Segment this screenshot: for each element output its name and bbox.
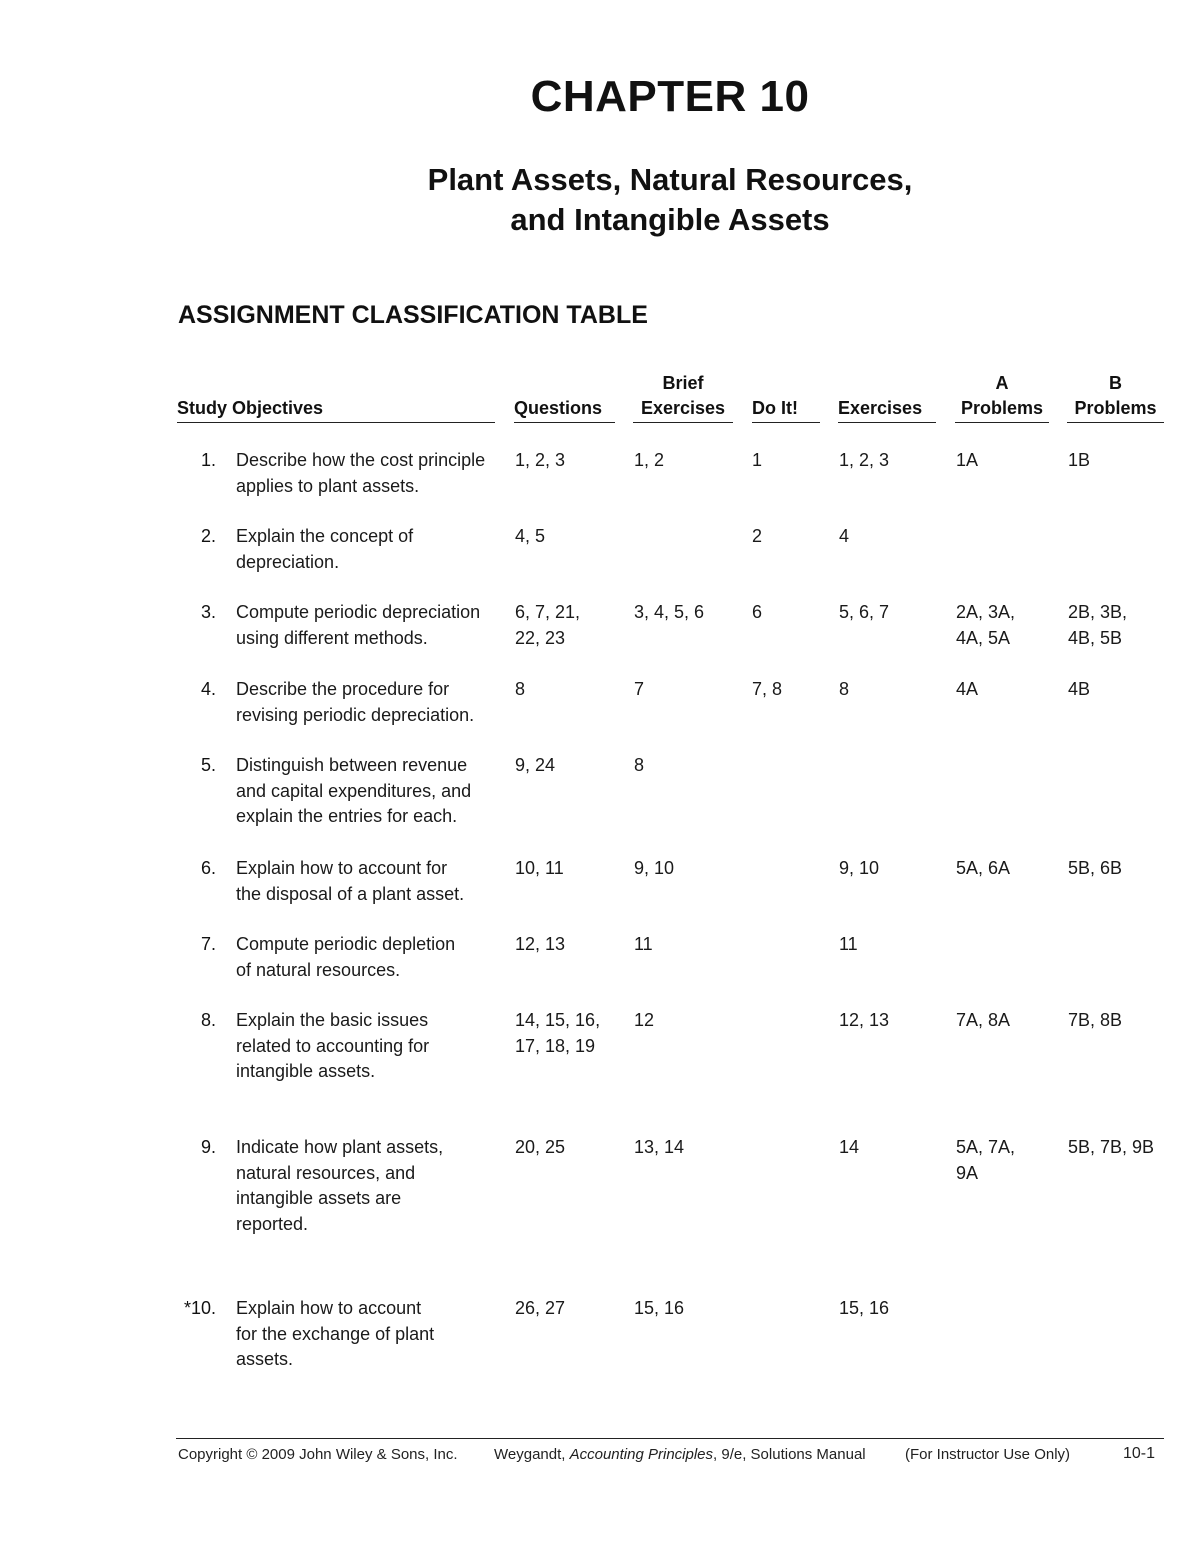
cell-objective: related to accounting for: [236, 1035, 430, 1056]
cell-objective: Describe the procedure for: [236, 679, 450, 699]
cell-a-problems: 7A, 8A: [956, 1010, 1011, 1030]
cell-brief-exercises: 3, 4, 5, 6: [634, 602, 705, 622]
objective-number: 1.: [200, 450, 216, 470]
cell-objective: Explain the basic issues: [236, 1010, 429, 1030]
cell-do-it: 7, 8: [752, 679, 783, 699]
cell-questions: 20, 25: [515, 1137, 566, 1157]
cell-exercises: 12, 13: [839, 1010, 890, 1030]
subtitle-line-1: Plant Assets, Natural Resources,: [427, 162, 913, 197]
cell-a-problems: 5A, 7A,: [956, 1137, 1016, 1157]
footer-page-number: 10-1: [1123, 1445, 1156, 1462]
cell-do-it: 2: [752, 526, 763, 546]
header-b-problems: [1067, 371, 1164, 423]
header-a-bottom: Problems: [960, 398, 1044, 418]
footer-instructor-note: (For Instructor Use Only): [905, 1446, 1071, 1463]
cell-questions: 4, 5: [515, 526, 546, 546]
cell-brief-exercises: 11: [634, 934, 653, 954]
header-study-objectives: Study Objectives: [177, 396, 495, 423]
chapter-subtitle: [0, 160, 1200, 240]
cell-brief-exercises: 9, 10: [634, 858, 675, 878]
footer-book-suffix: , 9/e, Solutions Manual: [713, 1446, 866, 1463]
objective-number: 7.: [200, 934, 216, 954]
cell-objective: Describe how the cost principle: [236, 450, 486, 470]
cell-questions: 22, 23: [515, 627, 566, 648]
cell-do-it: 1: [752, 450, 763, 470]
cell-objective: and capital expenditures, and: [236, 780, 472, 801]
cell-exercises: 15, 16: [839, 1298, 890, 1318]
cell-questions: 10, 11: [515, 858, 564, 878]
cell-a-problems: 1A: [956, 450, 979, 470]
cell-exercises: 11: [839, 934, 858, 954]
cell-exercises: 1, 2, 3: [839, 450, 890, 470]
cell-exercises: 5, 6, 7: [839, 602, 890, 622]
footer-divider: [176, 1438, 1164, 1439]
objective-number: 2.: [200, 526, 216, 546]
footer-book-title: Accounting Principles: [569, 1446, 714, 1463]
cell-brief-exercises: 15, 16: [634, 1298, 685, 1318]
cell-exercises: 14: [839, 1137, 860, 1157]
header-a-top: A: [995, 373, 1009, 393]
cell-brief-exercises: 13, 14: [634, 1137, 685, 1157]
objective-number: 9.: [200, 1137, 216, 1157]
cell-do-it: 6: [752, 602, 763, 622]
cell-exercises: 9, 10: [839, 858, 880, 878]
cell-objective: Explain how to account for: [236, 858, 448, 878]
cell-objective: Explain the concept of: [236, 526, 414, 546]
cell-b-problems: 4B: [1068, 679, 1091, 699]
objective-number: 8.: [200, 1010, 216, 1030]
cell-questions: 12, 13: [515, 934, 566, 954]
cell-questions: 26, 27: [515, 1298, 566, 1318]
footer-copyright: Copyright © 2009 John Wiley & Sons, Inc.: [178, 1446, 458, 1463]
section-heading: ASSIGNMENT CLASSIFICATION TABLE: [178, 301, 648, 329]
cell-b-problems: 5B, 7B, 9B: [1068, 1137, 1155, 1157]
cell-objective: depreciation.: [236, 551, 340, 572]
cell-brief-exercises: 8: [634, 755, 645, 775]
header-do-it: Do It!: [752, 396, 820, 423]
cell-objective: for the exchange of plant: [236, 1323, 435, 1344]
cell-objective: Explain how to account: [236, 1298, 422, 1318]
objective-number: 4.: [200, 679, 216, 699]
header-brief-top: Brief: [662, 373, 704, 393]
header-questions: Questions: [514, 396, 615, 423]
cell-objective: assets.: [236, 1349, 294, 1369]
objective-number: 6.: [200, 858, 216, 878]
objective-number: 5.: [200, 755, 216, 775]
footer-book: [494, 1446, 866, 1463]
cell-questions: 8: [515, 679, 526, 699]
cell-brief-exercises: 1, 2: [634, 450, 665, 470]
cell-questions: 9, 24: [515, 755, 556, 775]
cell-b-problems: 7B, 8B: [1068, 1010, 1123, 1030]
cell-objective: applies to plant assets.: [236, 475, 420, 496]
cell-a-problems: 4A, 5A: [956, 627, 1011, 648]
cell-b-problems: 1B: [1068, 450, 1091, 470]
cell-a-problems: 5A, 6A: [956, 858, 1011, 878]
cell-questions: 17, 18, 19: [515, 1035, 596, 1056]
cell-objective: intangible assets.: [236, 1061, 376, 1081]
cell-exercises: 4: [839, 526, 850, 546]
cell-objective: Compute periodic depreciation: [236, 602, 481, 622]
cell-objective: explain the entries for each.: [236, 806, 458, 826]
header-exercises: Exercises: [838, 396, 936, 423]
cell-objective: Distinguish between revenue: [236, 755, 468, 775]
header-b-top: B: [1109, 373, 1122, 393]
subtitle-line-2: and Intangible Assets: [510, 202, 830, 237]
footer-book-prefix: Weygandt,: [494, 1446, 570, 1463]
cell-exercises: 8: [839, 679, 850, 699]
cell-objective: intangible assets are: [236, 1188, 402, 1208]
cell-questions: 1, 2, 3: [515, 450, 566, 470]
objective-number: *10.: [183, 1298, 216, 1318]
cell-b-problems: 2B, 3B,: [1068, 602, 1128, 622]
cell-objective: revising periodic depreciation.: [236, 704, 475, 725]
cell-objective: the disposal of a plant asset.: [236, 883, 465, 904]
header-b-bottom: Problems: [1074, 398, 1157, 418]
cell-objective: of natural resources.: [236, 959, 401, 980]
cell-questions: 14, 15, 16,: [515, 1010, 601, 1030]
cell-a-problems: 9A: [956, 1162, 979, 1183]
cell-brief-exercises: 7: [634, 679, 645, 699]
cell-objective: using different methods.: [236, 627, 428, 648]
cell-objective: Indicate how plant assets,: [236, 1137, 444, 1157]
chapter-title: CHAPTER 10: [530, 72, 810, 121]
cell-a-problems: 2A, 3A,: [956, 602, 1016, 622]
cell-questions: 6, 7, 21,: [515, 602, 581, 622]
cell-b-problems: 4B, 5B: [1068, 627, 1123, 648]
header-brief-exercises: [633, 371, 733, 423]
cell-b-problems: 5B, 6B: [1068, 858, 1123, 878]
objective-number: 3.: [200, 602, 216, 622]
cell-brief-exercises: 12: [634, 1010, 655, 1030]
header-a-problems: [955, 371, 1049, 423]
cell-objective: reported.: [236, 1213, 309, 1234]
cell-a-problems: 4A: [956, 679, 979, 699]
cell-objective: Compute periodic depletion: [236, 934, 456, 954]
header-brief-bottom: Exercises: [640, 398, 726, 418]
cell-objective: natural resources, and: [236, 1162, 416, 1183]
